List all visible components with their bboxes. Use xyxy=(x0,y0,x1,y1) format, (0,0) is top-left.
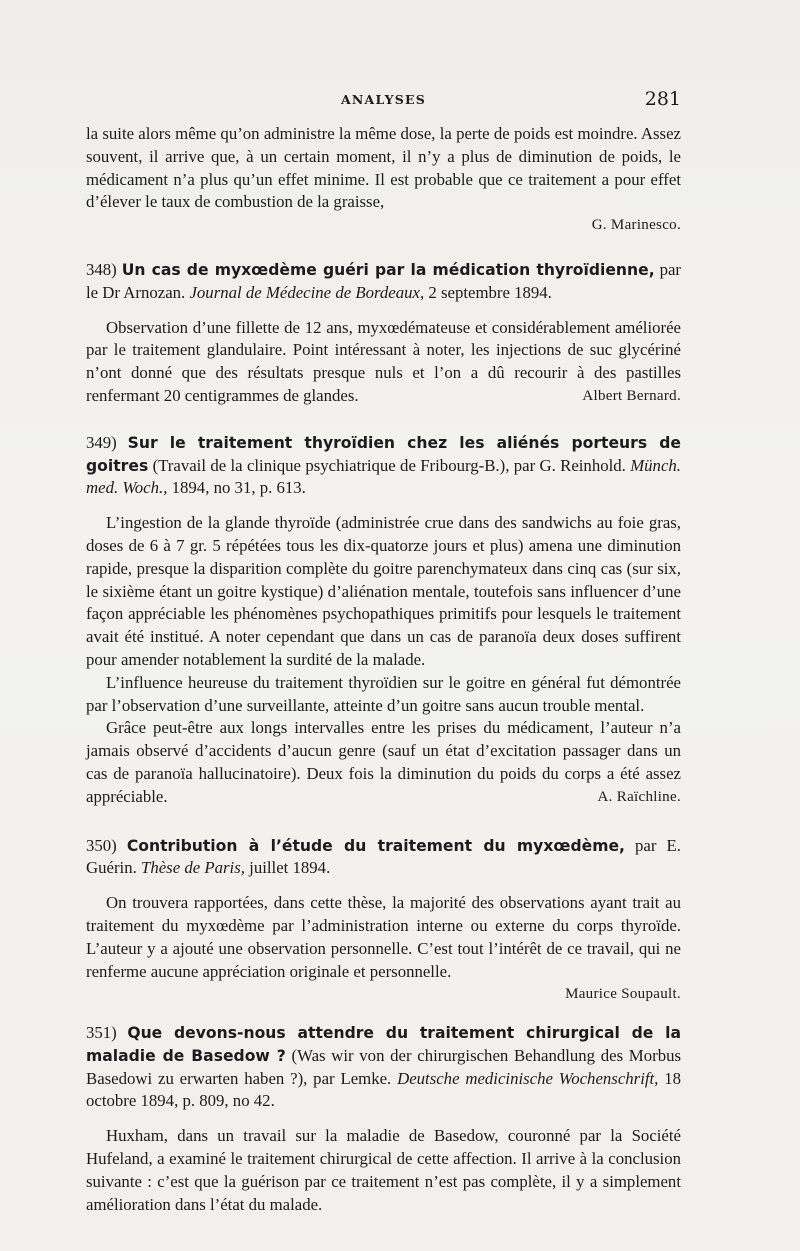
entry-byline: par E. Guérin. xyxy=(86,835,681,878)
entry-date: 2 septembre 1894. xyxy=(428,282,552,302)
page-body xyxy=(86,123,681,1216)
entry-journal: Deutsche medicinische Wochenschrift, xyxy=(397,1068,659,1088)
entry-heading xyxy=(86,259,681,305)
signature xyxy=(86,214,681,237)
entry-title: Sur le traitement thyroïdien chez les aliénés porteurs de goitres xyxy=(86,433,681,475)
signature-text: G. Marinesco. xyxy=(591,217,681,234)
entry-title: Contribution à l’étude du traitement du myxœdème, xyxy=(126,836,625,855)
entry-heading xyxy=(86,835,681,881)
entry-journal: Münch. med. Woch., xyxy=(86,455,681,498)
entry-349 xyxy=(86,432,681,809)
signature xyxy=(86,983,681,1006)
entry-date: 1894, no 31, p. 613. xyxy=(171,478,306,498)
entry-350 xyxy=(86,835,681,1007)
entry-subtitle: (Was wir von der chirurgischen Behandlung des Morbus Basedowi zu erwarten haben ?), par Lemke. xyxy=(86,1045,682,1088)
intro-paragraph: la suite alors même qu’on administre la même dose, la perte de poids est moindre. Assez souvent, il arrive que, à un certain moment, il n’y a plus de diminution de poids, le médicament n’a plus qu’un effet minime. Il est probable que ce traitement a pour effet d’élever le taux de combustion de la graisse, xyxy=(86,124,681,212)
entry-heading xyxy=(86,1022,681,1113)
paragraph-text: Observation d’une fillette de 12 ans, myxœdémateuse et considérablement améliorée par le traitement glandulaire. Point intéressant à noter, les injections de suc glycériné n’ont donné que des résultats presque nuls et l’on a dû recourir à des pastilles renfermant 20 centigrammes de glandes. xyxy=(86,317,681,405)
page-number: 281 xyxy=(644,88,681,110)
entry-paragraph xyxy=(86,717,681,808)
entry-number: 348) xyxy=(86,259,117,279)
entry-journal: Journal de Médecine de Bordeaux, xyxy=(189,282,425,302)
entry-paragraph xyxy=(86,317,681,408)
entry-348 xyxy=(86,259,681,408)
entry-title: Que devons-nous attendre du traitement chirurgical de la maladie de Basedow ? xyxy=(86,1024,681,1065)
entry-number: 350) xyxy=(86,835,117,855)
entry-number: 349) xyxy=(86,432,117,452)
entry-journal: Thèse de Paris, xyxy=(141,858,245,878)
running-header xyxy=(86,88,681,114)
entry-date: juillet 1894. xyxy=(249,858,331,878)
paragraph-text: Grâce peut-être aux longs intervalles entre les prises du médicament, l’auteur n’a jamais observé d’accidents d’aucun genre (sauf un état d’excitation passager dans un cas de paranoïa hallucinatoire). Deux fois la diminution du poids du corps a été assez appréciable. xyxy=(86,718,681,806)
signature-text: Maurice Soupault. xyxy=(565,986,681,1003)
entry-number: 351) xyxy=(86,1023,117,1043)
header-title: ANALYSES xyxy=(341,92,426,107)
entry-paragraph: L’ingestion de la glande thyroïde (administrée crue dans des sandwichs au foie gras, doses de 6 à 7 gr. 5 répétées tous les dix-quatorze jours et plus) amena une diminution rapide, presque la disparition complète du goitre parenchymateux dans cinq cas (sur six, le sixième étant un goitre kystique) d’aliénation mentale, toutefois sans influencer d’une façon appréciable les phénomènes psychopathiques primitifs pour lesquels le traitement avait été institué. A noter cependant que dans un cas de paranoïa deux doses suffirent pour amender notablement la surdité de la malade. xyxy=(86,513,681,669)
signature: A. Raïchline. xyxy=(597,788,681,805)
entry-byline: par le Dr Arnozan. xyxy=(86,259,681,302)
entry-subtitle: (Travail de la clinique psychiatrique de Fribourg-B.), par G. Reinhold. xyxy=(152,455,626,475)
entry-paragraph: Huxham, dans un travail sur la maladie de Basedow, couronné par la Société Hufeland, a examiné le traitement chirurgical de cette affection. Il arrive à la conclusion suivante : c’est que la guérison par ce traitement n’est pas complète, il y a simplement amélioration dans l’état du malade. xyxy=(86,1126,681,1214)
entry-paragraph: On trouvera rapportées, dans cette thèse, la majorité des observations ayant trait au traitement du myxœdème par l’administration interne ou externe du corps thyroïde. L’auteur y a ajouté une observation personnelle. C’est tout l’intérêt de ce travail, qui ne renferme aucune appréciation originale et personnelle. xyxy=(86,893,681,981)
entry-351 xyxy=(86,1022,681,1216)
entry-date: 18 octobre 1894, p. 809, no 42. xyxy=(86,1068,681,1111)
entry-title: Un cas de myxœdème guéri par la médication thyroïdienne, xyxy=(121,260,655,279)
entry-paragraph: L’influence heureuse du traitement thyroïdien sur le goitre en général fut démontrée par l’observation d’une surveillante, atteinte d’un goitre sans aucun trouble mental. xyxy=(86,672,681,715)
signature: Albert Bernard. xyxy=(582,387,681,404)
entry-heading xyxy=(86,432,681,500)
